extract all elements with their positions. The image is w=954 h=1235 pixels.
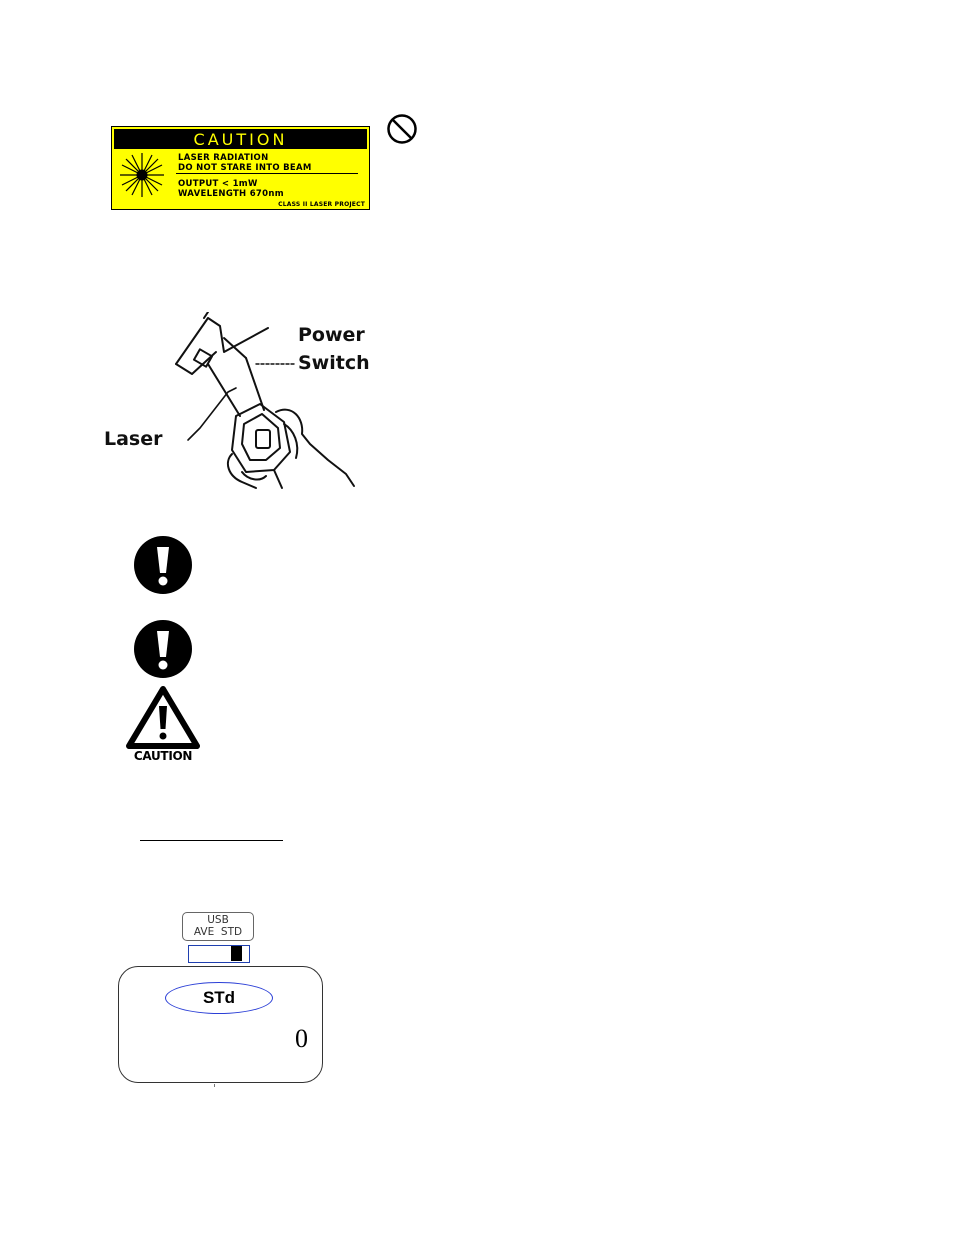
- hand-instrument-figure: [96, 312, 378, 490]
- mode-selector-switch: [188, 945, 250, 963]
- exclamation-circle-icon: [133, 535, 193, 595]
- caution-caption: CAUTION: [133, 749, 193, 763]
- prohibition-icon: [386, 113, 418, 145]
- section-underline: [140, 840, 283, 841]
- lcd-display-panel: [118, 966, 323, 1083]
- label-line: DO NOT STARE INTO BEAM: [178, 163, 312, 173]
- label-line: OUTPUT < 1mW: [178, 179, 258, 189]
- label-line: WAVELENGTH 670nm: [178, 189, 284, 199]
- display-tick-mark: [214, 1084, 215, 1087]
- mode-label-ave-std: AVE STD: [193, 925, 243, 938]
- laser-label: Laser: [104, 428, 163, 450]
- power-label: Power: [298, 324, 365, 346]
- laser-burst-icon: [118, 151, 166, 199]
- switch-label: Switch: [298, 352, 370, 374]
- caution-header: CAUTION: [114, 129, 367, 149]
- label-class-text: CLASS II LASER PROJECT: [278, 201, 365, 208]
- label-line: LASER RADIATION: [178, 153, 269, 163]
- display-value: 0: [295, 1024, 308, 1053]
- caution-warning-icon: [126, 686, 200, 766]
- warning-triangle-icon: [126, 686, 200, 750]
- laser-caution-label: [111, 126, 370, 210]
- mode-selector-knob: [231, 946, 242, 961]
- mode-label-box: [182, 912, 254, 941]
- mode-label-usb: USB: [207, 914, 229, 926]
- mode-indicator: STd: [165, 982, 273, 1014]
- exclamation-circle-icon: [133, 619, 193, 679]
